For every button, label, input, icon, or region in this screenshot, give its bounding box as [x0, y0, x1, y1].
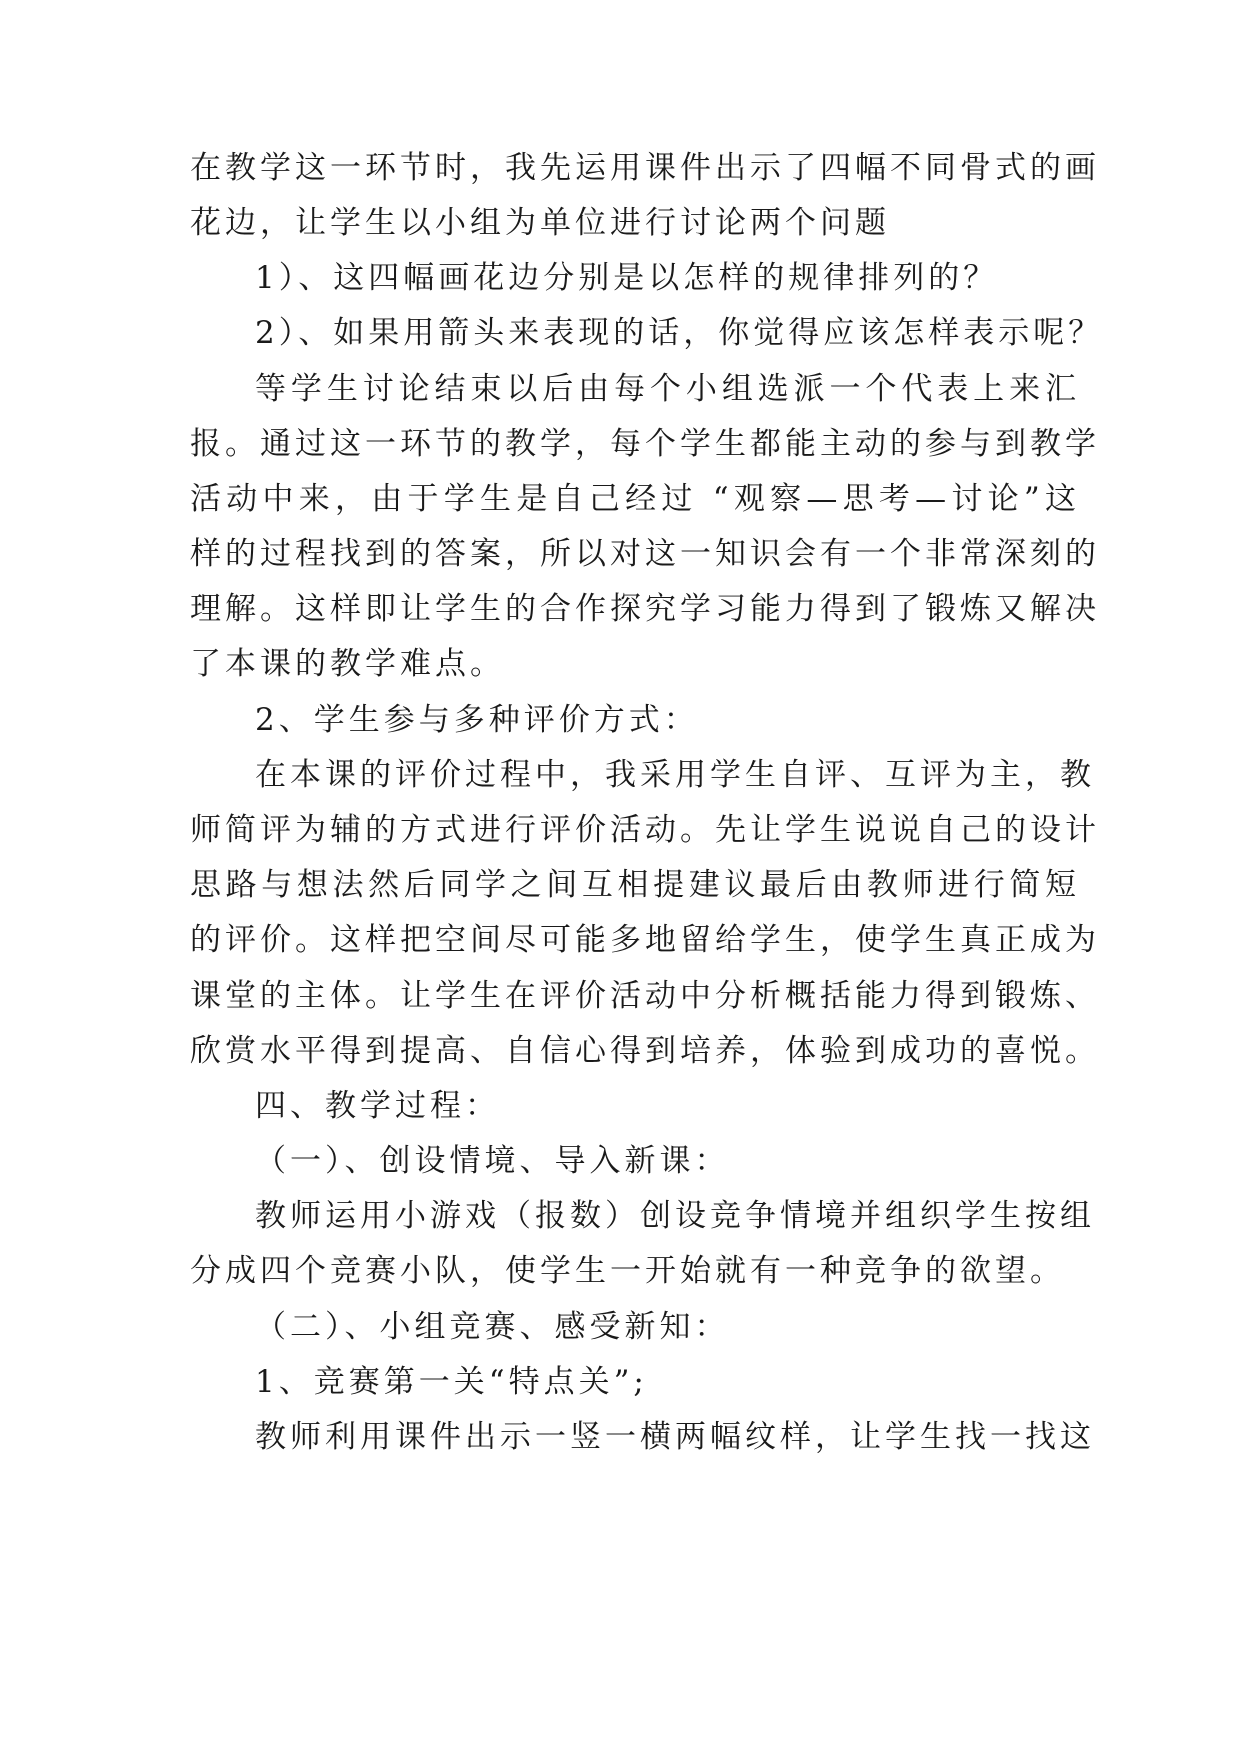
section-heading: 2、学生参与多种评价方式：	[255, 702, 699, 738]
text-line: 2）、如果用箭头来表现的话，你觉得应该怎样表示呢？	[255, 315, 1104, 351]
text-line: 样的过程找到的答案，所以对这一知识会有一个非常深刻的	[190, 536, 1100, 572]
text-line: 等学生讨论结束以后由每个小组选派一个代表上来汇	[255, 371, 1080, 407]
text-line: 分成四个竞赛小队，使学生一开始就有一种竞争的欲望。	[190, 1253, 1065, 1289]
subsection-heading: （二）、小组竞赛、感受新知：	[255, 1309, 730, 1345]
text-line: 的评价。这样把空间尽可能多地留给学生，使学生真正成为	[190, 922, 1100, 958]
text-line: 了本课的教学难点。	[190, 646, 505, 682]
text-line: 欣赏水平得到提高、自信心得到培养，体验到成功的喜悦。	[190, 1033, 1100, 1069]
item-heading: 1、竞赛第一关“特点关”;	[255, 1364, 648, 1400]
text-line: 活动中来，由于学生是自己经过 “观察—思考—讨论”这	[190, 481, 1080, 517]
text-line: 课堂的主体。让学生在评价活动中分析概括能力得到锻炼、	[190, 978, 1100, 1014]
text-line: 理解。这样即让学生的合作探究学习能力得到了锻炼又解决	[190, 591, 1100, 627]
subsection-heading: （一）、创设情境、导入新课：	[255, 1143, 730, 1179]
text-line: 师简评为辅的方式进行评价活动。先让学生说说自己的设计	[190, 812, 1100, 848]
text-line: 在教学这一环节时，我先运用课件出示了四幅不同骨式的画	[190, 150, 1100, 186]
text-line: 教师利用课件出示一竖一横两幅纹样，让学生找一找这	[255, 1419, 1095, 1455]
text-line: 报。通过这一环节的教学，每个学生都能主动的参与到教学	[190, 426, 1100, 462]
section-heading: 四、教学过程：	[255, 1088, 500, 1124]
text-line: 思路与想法然后同学之间互相提建议最后由教师进行简短	[190, 867, 1080, 903]
text-line: 在本课的评价过程中，我采用学生自评、互评为主，教	[255, 757, 1095, 793]
text-line: 教师运用小游戏（报数）创设竞争情境并组织学生按组	[255, 1198, 1095, 1234]
text-line: 1）、这四幅画花边分别是以怎样的规律排列的？	[255, 260, 999, 296]
text-line: 花边，让学生以小组为单位进行讨论两个问题	[190, 205, 890, 241]
